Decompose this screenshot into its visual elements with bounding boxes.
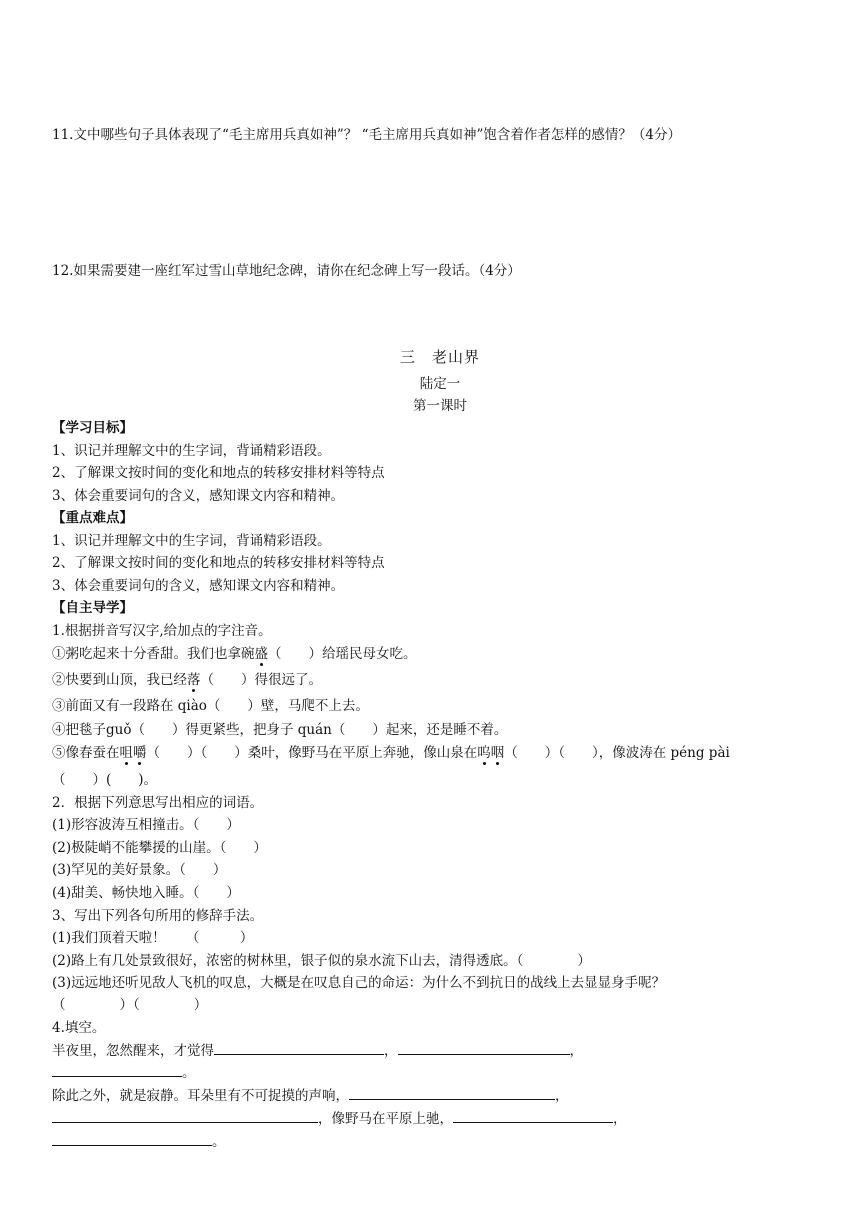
exercise-4-line-4: [52, 1107, 627, 1127]
exercise-3-item-3-answer: （ ）（ ）: [52, 997, 208, 1013]
exercise-4-line-2: [52, 1061, 196, 1081]
fill-blank[interactable]: [52, 1131, 212, 1146]
text-segment: 。: [212, 1134, 226, 1150]
text-segment: ①粥吃起来十分香甜。我们也拿碗: [52, 646, 255, 662]
focus-heading: 【重点难点】: [52, 510, 133, 526]
dotted-char: 呜: [477, 745, 491, 761]
exercise-1-item-4: ④把毯子guǒ（ ）得更紧些，把身子 quán（ ）起来，还是睡不着。: [52, 722, 508, 738]
focus-item: 2、了解课文按时间的变化和地点的转移安排材料等特点: [52, 555, 385, 571]
lesson-author: 陆定一: [419, 376, 461, 392]
exercise-3-item-1: (1)我们顶着天啦！ （ ）: [52, 930, 254, 946]
fill-blank[interactable]: [214, 1040, 384, 1055]
exercise-1-item-5-cont: （ ）( )。: [52, 772, 158, 788]
text-segment: （ ）得很远了。: [200, 672, 322, 688]
text-segment: ，像野马在平原上驰，: [318, 1111, 453, 1127]
text-segment: ，: [613, 1111, 627, 1127]
exercise-3-title: 3、写出下列各句所用的修辞手法。: [52, 908, 264, 924]
fill-blank[interactable]: [349, 1085, 555, 1100]
text-segment: （ ）（ ），像波涛在 péng pài: [504, 745, 730, 761]
exercise-1-item-1: [52, 642, 417, 662]
text-segment: ，: [555, 1088, 569, 1104]
lesson-period: 第一课时: [413, 398, 467, 414]
text-segment: （ ）（ ）桑叶，像野马在平原上奔驰，像山泉在: [146, 745, 478, 761]
text-segment: ，: [384, 1043, 398, 1059]
text-segment: ，: [569, 1043, 583, 1059]
text-segment: ⑤像春蚕在: [52, 745, 120, 761]
exercise-4-title: 4.填空。: [52, 1020, 106, 1036]
exercise-1-item-3: ③前面又有一段路在 qiào（ ）壁，马爬不上去。: [52, 698, 369, 714]
question-12: 12.如果需要建一座红军过雪山草地纪念碑，请你在纪念碑上写一段话。（4分）: [52, 263, 521, 279]
fill-blank[interactable]: [398, 1040, 570, 1055]
text-segment: 半夜里，忽然醒来，才觉得: [52, 1043, 214, 1059]
exercise-4-line-5: [52, 1130, 226, 1150]
text-segment: 。: [182, 1065, 196, 1081]
fill-blank[interactable]: [52, 1062, 182, 1077]
exercise-2-item: (4)甜美、畅快地入睡。（ ）: [52, 885, 240, 901]
exercise-2-item: (1)形容波涛互相撞击。（ ）: [52, 817, 240, 833]
text-segment: ②快要到山顶，我已经: [52, 672, 187, 688]
dotted-char: 咽: [490, 745, 505, 761]
goal-item: 2、了解课文按时间的变化和地点的转移安排材料等特点: [52, 465, 385, 481]
exercise-2-item: (3)罕见的美好景象。（ ）: [52, 862, 227, 878]
exercise-4-line-3: [52, 1084, 569, 1104]
focus-item: 3、体会重要词句的含义，感知课文内容和精神。: [52, 578, 345, 594]
dotted-char: 落: [187, 672, 201, 688]
dotted-char: 盛: [254, 646, 268, 662]
exercise-3-item-2: (2)路上有几处景致很好，浓密的树林里，银子似的泉水流下山去，清得透底。（ ）: [52, 953, 591, 969]
focus-item: 1、识记并理解文中的生字词，背诵精彩语段。: [52, 533, 331, 549]
exercise-3-item-3: (3)远远地还听见敌人飞机的叹息，大概是在叹息自己的命运：为什么不到抗日的战线上去显显身手呢？: [52, 975, 666, 991]
text-segment: 除此之外，就是寂静。耳朵里有不可捉摸的声响，: [52, 1088, 349, 1104]
lesson-title: 三 老山界: [399, 348, 480, 366]
exercise-1-item-5: [52, 741, 730, 761]
exercise-2-item: (2)极陡峭不能攀援的山崖。（ ）: [52, 840, 267, 856]
dotted-char: 咀: [119, 745, 133, 761]
goal-item: 1、识记并理解文中的生字词，背诵精彩语段。: [52, 443, 331, 459]
exercise-2-title: 2．根据下列意思写出相应的词语。: [52, 795, 264, 811]
exercise-1-title: 1.根据拼音写汉字,给加点的字注音。: [52, 623, 272, 639]
exercise-4-line-1: [52, 1039, 583, 1059]
goals-heading: 【学习目标】: [52, 420, 133, 436]
dotted-char: 嚼: [133, 745, 147, 761]
exercise-1-item-2: [52, 668, 322, 688]
fill-blank[interactable]: [52, 1108, 318, 1123]
text-segment: （ ）给瑶民母女吃。: [268, 646, 417, 662]
question-11: 11.文中哪些句子具体表现了“毛主席用兵真如神”？ “毛主席用兵真如神”饱含着作者怎样的感情？（4分）: [52, 127, 681, 143]
goal-item: 3、体会重要词句的含义，感知课文内容和精神。: [52, 488, 345, 504]
fill-blank[interactable]: [453, 1108, 613, 1123]
self-study-heading: 【自主导学】: [52, 600, 133, 616]
